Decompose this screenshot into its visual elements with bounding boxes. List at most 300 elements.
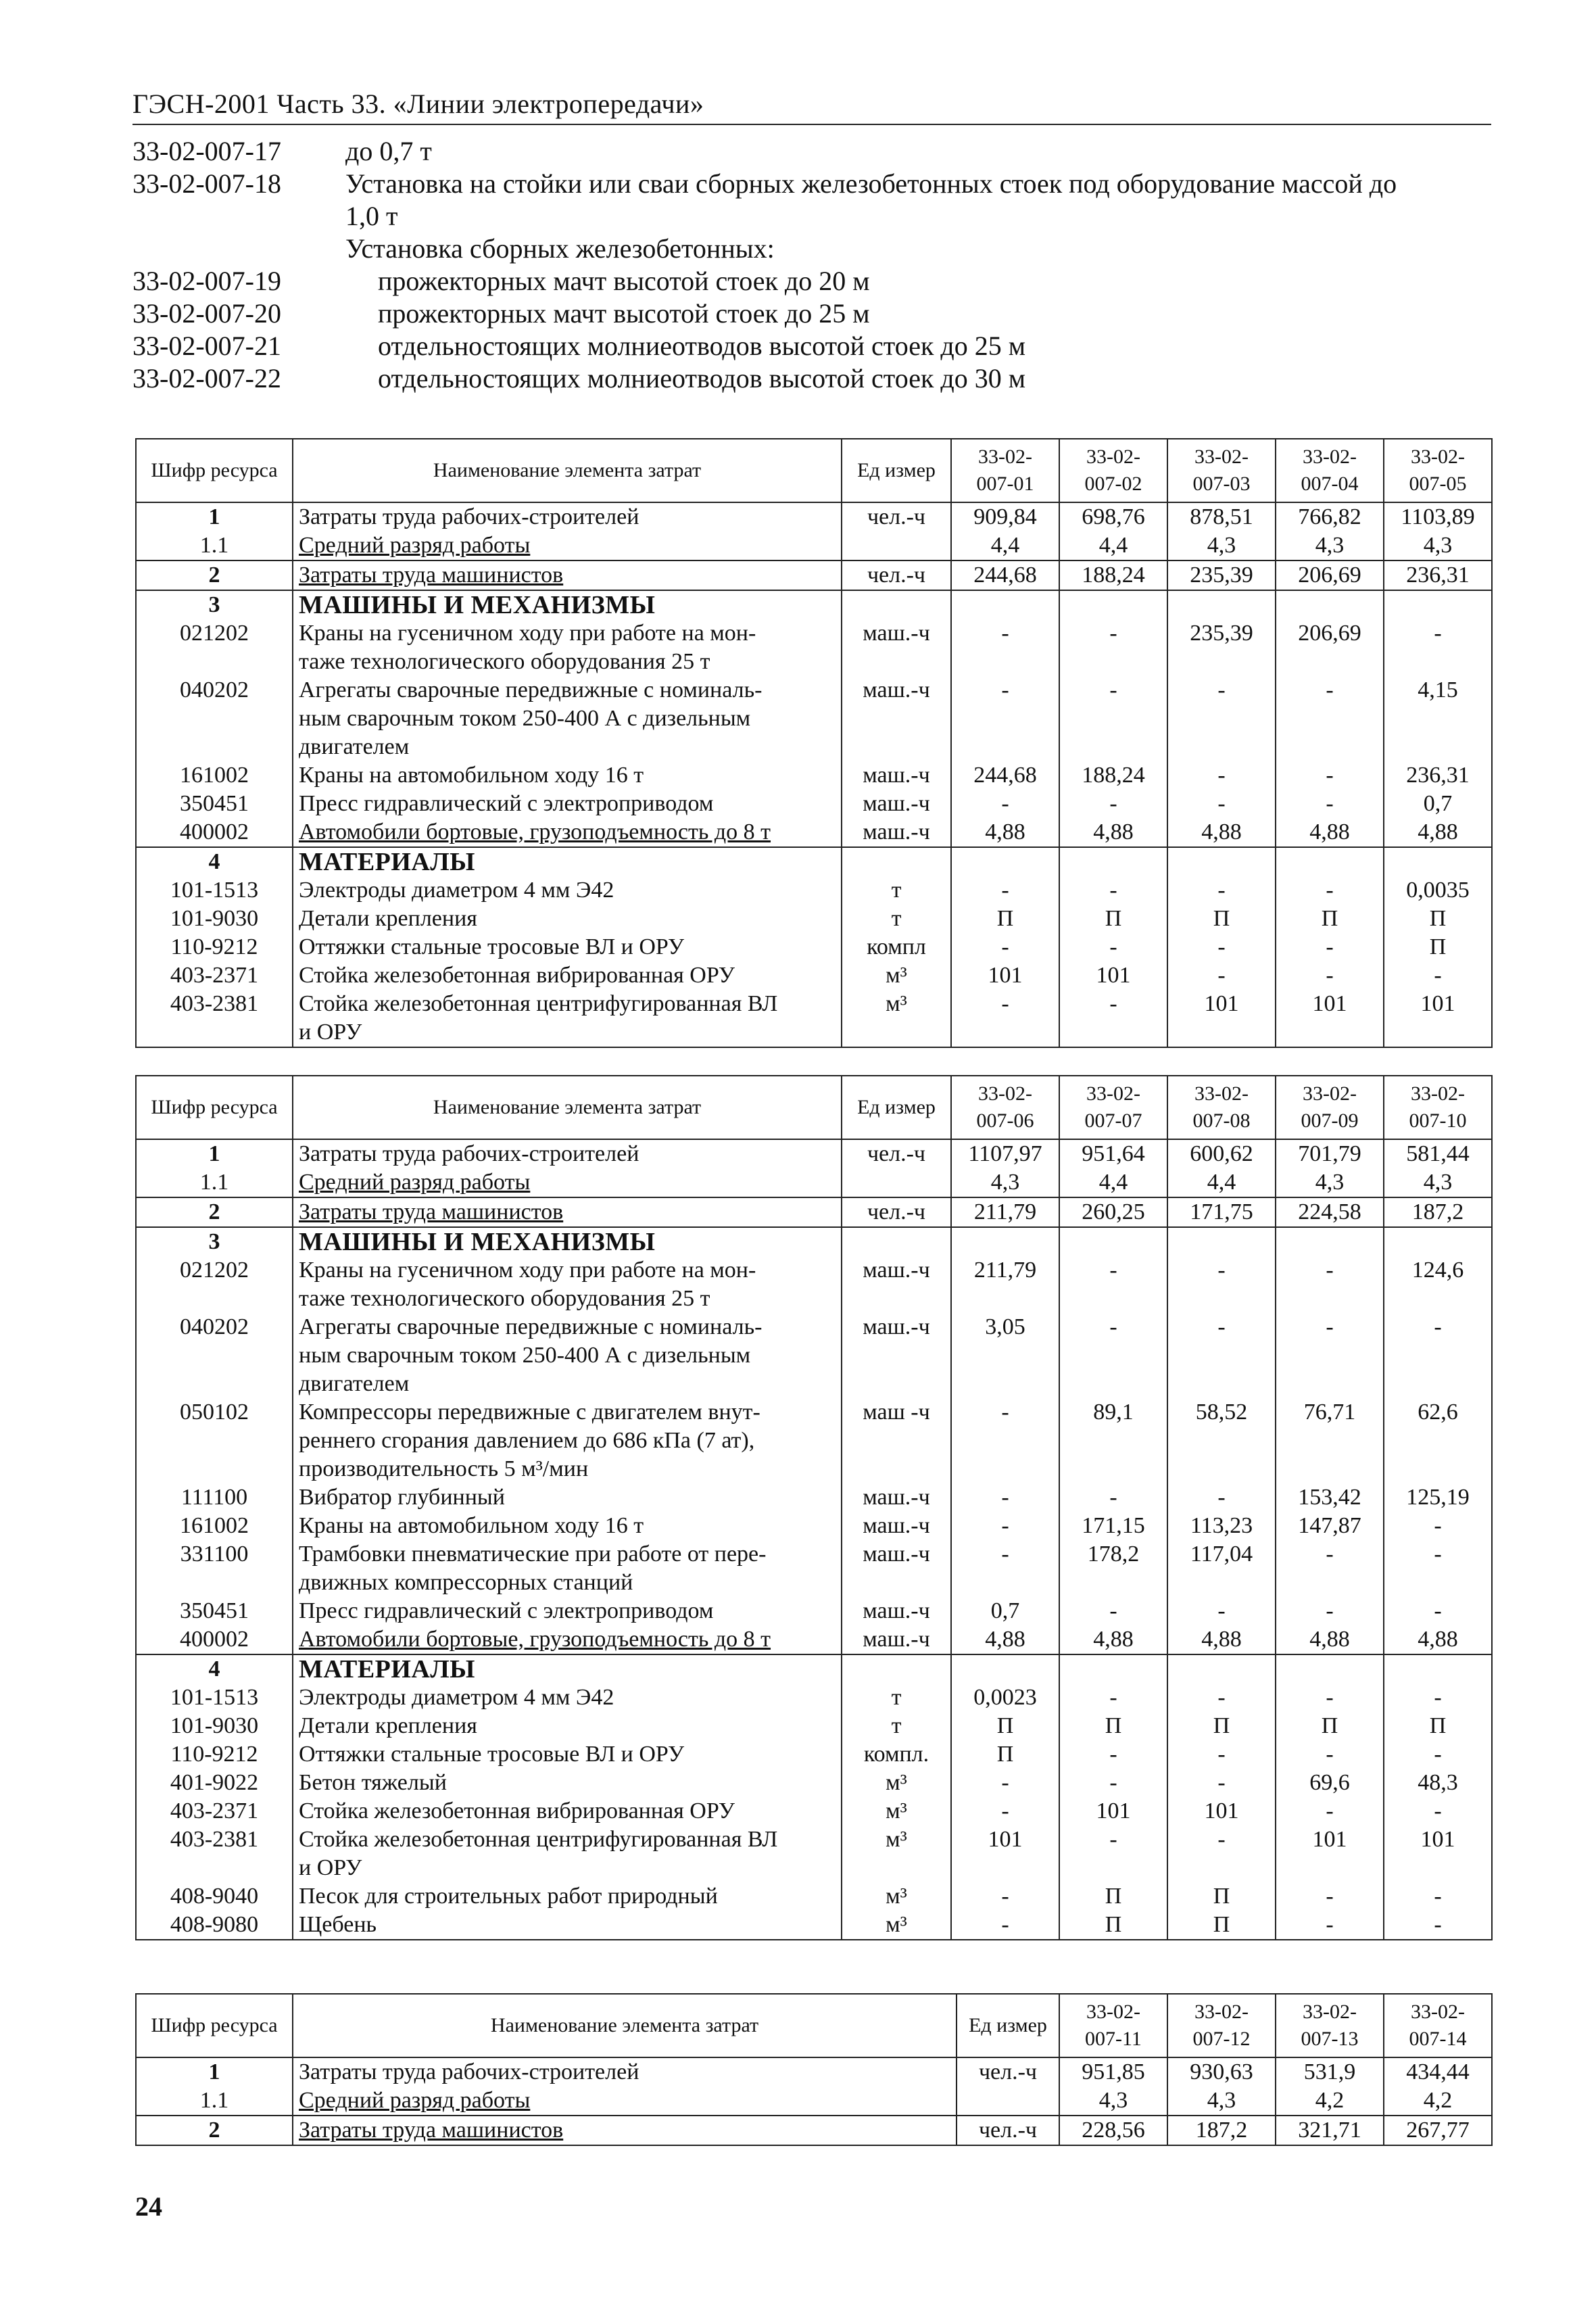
norm-value: - bbox=[1167, 1740, 1276, 1769]
resource-unit: т bbox=[842, 876, 951, 905]
norm-description bbox=[345, 362, 1491, 395]
resource-name-line: Средний разряд работы bbox=[299, 2088, 531, 2113]
resource-name-line: Детали крепления bbox=[299, 906, 477, 931]
section-row bbox=[136, 1654, 1492, 1684]
norm-value: - bbox=[951, 1882, 1059, 1911]
norm-value: 101 bbox=[1167, 990, 1276, 1047]
norm-value: - bbox=[951, 1398, 1059, 1483]
norm-value bbox=[1167, 1227, 1276, 1256]
header-name: Наименование элемента затрат bbox=[293, 1076, 842, 1139]
resource-name bbox=[293, 1168, 842, 1197]
header-norm-top: 33-02- bbox=[1411, 1082, 1465, 1105]
resource-code: 040202 bbox=[136, 676, 293, 761]
resource-code: 161002 bbox=[136, 761, 293, 790]
norm-value: 321,71 bbox=[1276, 2116, 1384, 2145]
resource-name bbox=[293, 502, 842, 531]
header-norm-top: 33-02- bbox=[1194, 446, 1249, 468]
header-norm-top: 33-02- bbox=[978, 446, 1032, 468]
resource-code: 040202 bbox=[136, 1313, 293, 1398]
resource-name-line: Пресс гидравлический с электроприводом bbox=[299, 791, 714, 816]
resource-name bbox=[293, 676, 842, 761]
table-row bbox=[136, 2116, 1492, 2145]
norm-value: 187,2 bbox=[1384, 1197, 1492, 1227]
resource-unit: м³ bbox=[842, 1769, 951, 1797]
header-norm-column bbox=[951, 439, 1059, 502]
norm-value: - bbox=[1276, 1797, 1384, 1825]
resource-name-line: Стойка железобетонная вибрированная ОРУ bbox=[299, 963, 735, 988]
norm-value: 951,64 bbox=[1059, 1139, 1167, 1168]
norm-value: 187,2 bbox=[1167, 2116, 1276, 2145]
resource-name-line: Средний разряд работы bbox=[299, 533, 531, 558]
resource-name-line: производительность 5 м³/мин bbox=[299, 1456, 589, 1481]
norm-value: - bbox=[1059, 1740, 1167, 1769]
resource-name-line: Затраты труда рабочих-строителей bbox=[299, 2059, 639, 2084]
header-name: Наименование элемента затрат bbox=[293, 439, 842, 502]
norm-value: 101 bbox=[951, 961, 1059, 990]
norm-value: - bbox=[1276, 790, 1384, 818]
header-norm-column bbox=[1384, 1076, 1492, 1139]
resource-unit: маш.-ч bbox=[842, 1313, 951, 1398]
resource-unit: м³ bbox=[842, 1911, 951, 1940]
header-norm-top: 33-02- bbox=[1303, 2001, 1357, 2023]
page-header-title: ГЭСН-2001 Часть 33. «Линии электропередачи» bbox=[132, 89, 704, 119]
resource-code: 101-1513 bbox=[136, 876, 293, 905]
resource-name bbox=[293, 2086, 957, 2116]
header-norm-column bbox=[951, 1076, 1059, 1139]
resource-name-line: Стойка железобетонная вибрированная ОРУ bbox=[299, 1798, 735, 1823]
resource-name bbox=[293, 1483, 842, 1512]
norm-value: 188,24 bbox=[1059, 560, 1167, 590]
norm-value: 4,88 bbox=[1384, 818, 1492, 847]
norm-value: - bbox=[1276, 1684, 1384, 1712]
table-row bbox=[136, 1911, 1492, 1940]
norm-value: 101 bbox=[1059, 961, 1167, 990]
table-header-row bbox=[136, 1994, 1492, 2057]
resource-name bbox=[293, 1398, 842, 1483]
norm-value: 434,44 bbox=[1384, 2057, 1492, 2086]
norm-value: 4,88 bbox=[1059, 1625, 1167, 1654]
header-norm-column bbox=[1167, 1994, 1276, 2057]
header-norm-column bbox=[1059, 439, 1167, 502]
table-row bbox=[136, 990, 1492, 1047]
norm-value: - bbox=[951, 1512, 1059, 1540]
norm-value: 4,88 bbox=[1276, 818, 1384, 847]
norm-value: П bbox=[1384, 933, 1492, 961]
resource-name bbox=[293, 1540, 842, 1597]
norm-value: - bbox=[1384, 1911, 1492, 1940]
table-row bbox=[136, 1512, 1492, 1540]
norm-value bbox=[951, 1227, 1059, 1256]
norm-value: 4,3 bbox=[1059, 2086, 1167, 2116]
norm-value: - bbox=[1276, 1313, 1384, 1398]
norm-value: - bbox=[951, 990, 1059, 1047]
resource-name bbox=[293, 1769, 842, 1797]
resource-name-line: движных компрессорных станций bbox=[299, 1570, 633, 1595]
norm-value: 701,79 bbox=[1276, 1139, 1384, 1168]
resource-name bbox=[293, 1197, 842, 1227]
resource-code: 111100 bbox=[136, 1483, 293, 1512]
header-rule bbox=[132, 124, 1491, 125]
norm-value: 58,52 bbox=[1167, 1398, 1276, 1483]
table-row bbox=[136, 1712, 1492, 1740]
header-norm-bottom: 007-11 bbox=[1085, 2028, 1142, 2050]
norm-value: 0,7 bbox=[1384, 790, 1492, 818]
resource-code: 403-2381 bbox=[136, 990, 293, 1047]
resource-name-line: таже технологического оборудования 25 т bbox=[299, 649, 710, 674]
resource-name bbox=[293, 933, 842, 961]
resource-code: 2 bbox=[136, 560, 293, 590]
norm-value: - bbox=[1059, 1597, 1167, 1625]
norm-value: 4,4 bbox=[1059, 531, 1167, 560]
norm-value: 0,0035 bbox=[1384, 876, 1492, 905]
norm-value: 951,85 bbox=[1059, 2057, 1167, 2086]
norm-value: 62,6 bbox=[1384, 1398, 1492, 1483]
norm-value bbox=[1384, 847, 1492, 876]
resource-name-line: Стойка железобетонная центрифугированная ВЛ bbox=[299, 1827, 778, 1852]
norm-value: 600,62 bbox=[1167, 1139, 1276, 1168]
description-line: Установка на стойки или сваи сборных железобетонных стоек под оборудование массой до bbox=[345, 168, 1397, 199]
norm-value: - bbox=[1167, 1684, 1276, 1712]
header-norm-top: 33-02- bbox=[978, 1082, 1032, 1105]
resource-name-line: Детали крепления bbox=[299, 1713, 477, 1738]
resource-name-line: Краны на автомобильном ходу 16 т bbox=[299, 763, 644, 788]
norm-value: - bbox=[1059, 1684, 1167, 1712]
norm-value: 4,2 bbox=[1384, 2086, 1492, 2116]
description-line: до 0,7 т bbox=[345, 136, 432, 166]
norm-value: - bbox=[1384, 1882, 1492, 1911]
resource-name bbox=[293, 2116, 957, 2145]
norm-value bbox=[1384, 1227, 1492, 1256]
resource-name bbox=[293, 1139, 842, 1168]
resource-name-line: и ОРУ bbox=[299, 1020, 362, 1045]
resource-unit bbox=[842, 1168, 951, 1197]
resource-name bbox=[293, 1313, 842, 1398]
norm-value: П bbox=[1059, 1712, 1167, 1740]
table-row bbox=[136, 1139, 1492, 1168]
table-row bbox=[136, 1197, 1492, 1227]
norm-value: - bbox=[1167, 676, 1276, 761]
header-norm-bottom: 007-08 bbox=[1192, 1109, 1251, 1132]
resource-code: 3 bbox=[136, 590, 293, 619]
norm-value: - bbox=[1276, 1882, 1384, 1911]
norm-value bbox=[1276, 590, 1384, 619]
resource-name-line: Затраты труда машинистов bbox=[299, 563, 564, 588]
norm-code bbox=[132, 233, 345, 265]
resource-name bbox=[293, 531, 842, 560]
norm-value bbox=[951, 1654, 1059, 1684]
norm-value bbox=[951, 590, 1059, 619]
norm-value: 267,77 bbox=[1384, 2116, 1492, 2145]
resource-table-1 bbox=[135, 438, 1493, 1048]
norm-value: - bbox=[1384, 961, 1492, 990]
header-norm-bottom: 007-13 bbox=[1301, 2028, 1359, 2050]
norm-description bbox=[345, 265, 1491, 297]
code-row bbox=[132, 362, 1491, 395]
resource-unit: маш.-ч bbox=[842, 676, 951, 761]
resource-unit: чел.-ч bbox=[842, 1197, 951, 1227]
resource-name bbox=[293, 1625, 842, 1654]
norm-value: - bbox=[951, 619, 1059, 676]
norm-value: 4,3 bbox=[1384, 531, 1492, 560]
norm-value: 101 bbox=[1059, 1797, 1167, 1825]
header-norm-top: 33-02- bbox=[1194, 2001, 1249, 2023]
norm-value: 766,82 bbox=[1276, 502, 1384, 531]
resource-name-line: МАШИНЫ И МЕХАНИЗМЫ bbox=[299, 1228, 656, 1256]
norm-value: - bbox=[1276, 933, 1384, 961]
norm-value: 124,6 bbox=[1384, 1256, 1492, 1313]
norm-value: - bbox=[951, 1797, 1059, 1825]
norm-value: - bbox=[1167, 1597, 1276, 1625]
description-line: Установка сборных железобетонных: bbox=[345, 233, 775, 264]
norm-value: - bbox=[1059, 933, 1167, 961]
norm-value: П bbox=[1059, 1882, 1167, 1911]
norm-value: - bbox=[951, 1769, 1059, 1797]
resource-unit: маш.-ч bbox=[842, 1625, 951, 1654]
norm-value bbox=[1059, 590, 1167, 619]
norm-value bbox=[1059, 847, 1167, 876]
table-row bbox=[136, 961, 1492, 990]
table-row bbox=[136, 502, 1492, 531]
resource-name bbox=[293, 1825, 842, 1882]
norm-value: - bbox=[1059, 676, 1167, 761]
resource-unit: т bbox=[842, 1684, 951, 1712]
norm-value: - bbox=[1384, 619, 1492, 676]
header-norm-bottom: 007-04 bbox=[1301, 473, 1359, 495]
resource-name-line: таже технологического оборудования 25 т bbox=[299, 1286, 710, 1311]
header-norm-bottom: 007-10 bbox=[1409, 1109, 1467, 1132]
resource-code: 1 bbox=[136, 2057, 293, 2086]
norm-value: - bbox=[1167, 933, 1276, 961]
header-unit: Ед измер bbox=[842, 1076, 951, 1139]
norm-value: - bbox=[1276, 961, 1384, 990]
resource-name bbox=[293, 560, 842, 590]
norm-description bbox=[345, 233, 1491, 265]
norm-value bbox=[951, 847, 1059, 876]
resource-name bbox=[293, 905, 842, 933]
resource-name-line: Средний разряд работы bbox=[299, 1170, 531, 1195]
resource-name-line: Автомобили бортовые, грузоподъемность до 8 т bbox=[299, 1627, 771, 1652]
description-line: прожекторных мачт высотой стоек до 25 м bbox=[378, 298, 870, 329]
resource-code: 161002 bbox=[136, 1512, 293, 1540]
norm-value: - bbox=[1059, 1256, 1167, 1313]
resource-name bbox=[293, 1654, 842, 1684]
resource-unit: компл bbox=[842, 933, 951, 961]
table-header-row bbox=[136, 1076, 1492, 1139]
resource-code: 1 bbox=[136, 1139, 293, 1168]
resource-name-line: Затраты труда рабочих-строителей bbox=[299, 504, 639, 529]
table-row bbox=[136, 1168, 1492, 1197]
norm-value: 0,7 bbox=[951, 1597, 1059, 1625]
norm-value: - bbox=[1059, 1313, 1167, 1398]
table-row bbox=[136, 1313, 1492, 1398]
code-row bbox=[132, 135, 1491, 168]
resource-name-line: Бетон тяжелый bbox=[299, 1770, 447, 1795]
resource-name bbox=[293, 619, 842, 676]
resource-code: 101-9030 bbox=[136, 905, 293, 933]
resource-code: 021202 bbox=[136, 1256, 293, 1313]
table-row bbox=[136, 1684, 1492, 1712]
resource-unit: м³ bbox=[842, 1825, 951, 1882]
resource-name-line: Оттяжки стальные тросовые ВЛ и ОРУ bbox=[299, 934, 685, 959]
norm-value: 236,31 bbox=[1384, 560, 1492, 590]
resource-code: 3 bbox=[136, 1227, 293, 1256]
header-norm-bottom: 007-02 bbox=[1084, 473, 1142, 495]
resource-name bbox=[293, 590, 842, 619]
resource-code: 1.1 bbox=[136, 2086, 293, 2116]
norm-value: П bbox=[1059, 1911, 1167, 1940]
resource-name-line: Автомобили бортовые, грузоподъемность до 8 т bbox=[299, 819, 771, 844]
norm-code: 33-02-007-17 bbox=[132, 136, 281, 166]
norm-value: - bbox=[1059, 1483, 1167, 1512]
table-row bbox=[136, 676, 1492, 761]
norm-value: 1107,97 bbox=[951, 1139, 1059, 1168]
norm-value: - bbox=[1059, 790, 1167, 818]
resource-name-line: Агрегаты сварочные передвижные с номиналь- bbox=[299, 677, 763, 702]
norm-value bbox=[1276, 847, 1384, 876]
header-norm-bottom: 007-06 bbox=[976, 1109, 1034, 1132]
norm-value bbox=[1167, 590, 1276, 619]
norm-value: - bbox=[951, 1911, 1059, 1940]
norm-value: П bbox=[1384, 1712, 1492, 1740]
norm-value: - bbox=[1384, 1684, 1492, 1712]
resource-unit: маш.-ч bbox=[842, 1512, 951, 1540]
norm-value: 4,88 bbox=[951, 1625, 1059, 1654]
header-norm-column bbox=[1059, 1994, 1167, 2057]
resource-unit: чел.-ч bbox=[842, 1139, 951, 1168]
norm-value: П bbox=[1167, 1712, 1276, 1740]
header-norm-top: 33-02- bbox=[1086, 446, 1140, 468]
resource-name-line: Краны на гусеничном ходу при работе на мон- bbox=[299, 1258, 756, 1283]
norm-value: - bbox=[1276, 1256, 1384, 1313]
header-norm-column bbox=[1167, 1076, 1276, 1139]
resource-unit: м³ bbox=[842, 1797, 951, 1825]
norm-code: 33-02-007-19 bbox=[132, 266, 281, 296]
resource-code: 110-9212 bbox=[136, 1740, 293, 1769]
resource-code: 110-9212 bbox=[136, 933, 293, 961]
norm-description bbox=[345, 168, 1491, 233]
section-row bbox=[136, 1227, 1492, 1256]
header-norm-top: 33-02- bbox=[1303, 446, 1357, 468]
norm-value: 101 bbox=[1276, 1825, 1384, 1882]
norm-value: - bbox=[1059, 1825, 1167, 1882]
resource-unit bbox=[957, 2086, 1059, 2116]
norm-value: П bbox=[1384, 905, 1492, 933]
header-norm-bottom: 007-01 bbox=[976, 473, 1034, 495]
norm-description bbox=[345, 330, 1491, 362]
norm-value: 698,76 bbox=[1059, 502, 1167, 531]
norm-code: 33-02-007-20 bbox=[132, 298, 281, 329]
resource-name-line: МАТЕРИАЛЫ bbox=[299, 848, 475, 876]
table-row bbox=[136, 1597, 1492, 1625]
header-norm-bottom: 007-03 bbox=[1192, 473, 1251, 495]
table-row bbox=[136, 1797, 1492, 1825]
norm-code: 33-02-007-18 bbox=[132, 168, 281, 199]
norm-value: - bbox=[1167, 1769, 1276, 1797]
resource-name-line: ным сварочным током 250-400 А с дизельным bbox=[299, 1343, 751, 1368]
header-norm-column bbox=[1276, 1994, 1384, 2057]
table-row bbox=[136, 1398, 1492, 1483]
resource-code: 400002 bbox=[136, 818, 293, 847]
table-row bbox=[136, 933, 1492, 961]
norm-value: - bbox=[1059, 619, 1167, 676]
resource-name bbox=[293, 790, 842, 818]
header-norm-bottom: 007-12 bbox=[1192, 2028, 1251, 2050]
resource-name-line: Электроды диаметром 4 мм Э42 bbox=[299, 1685, 614, 1710]
norm-value: 235,39 bbox=[1167, 560, 1276, 590]
norm-value: П bbox=[1059, 905, 1167, 933]
norm-value: - bbox=[1059, 990, 1167, 1047]
norm-value: 101 bbox=[1384, 990, 1492, 1047]
description-line: отдельностоящих молниеотводов высотой стоек до 25 м bbox=[378, 331, 1026, 361]
norm-value: - bbox=[1167, 961, 1276, 990]
description-line: 1,0 т bbox=[345, 201, 398, 231]
resource-name bbox=[293, 1740, 842, 1769]
table-row bbox=[136, 1483, 1492, 1512]
table-header-row bbox=[136, 439, 1492, 502]
norm-value: П bbox=[1167, 905, 1276, 933]
norm-value: 211,79 bbox=[951, 1197, 1059, 1227]
table-row bbox=[136, 1256, 1492, 1313]
resource-unit bbox=[842, 590, 951, 619]
resource-name-line: Трамбовки пневматические при работе от пере- bbox=[299, 1542, 767, 1567]
table-row bbox=[136, 2057, 1492, 2086]
resource-table-3 bbox=[135, 1993, 1493, 2146]
norm-value: 4,4 bbox=[1059, 1168, 1167, 1197]
table-row bbox=[136, 531, 1492, 560]
resource-name bbox=[293, 818, 842, 847]
resource-name-line: Агрегаты сварочные передвижные с номиналь- bbox=[299, 1314, 763, 1339]
resource-name-line: Оттяжки стальные тросовые ВЛ и ОРУ bbox=[299, 1742, 685, 1767]
header-norm-column bbox=[1276, 1076, 1384, 1139]
norm-value: П bbox=[1276, 905, 1384, 933]
norm-value: - bbox=[1167, 1313, 1276, 1398]
norm-value bbox=[1167, 847, 1276, 876]
norm-value: - bbox=[951, 676, 1059, 761]
header-norm-bottom: 007-14 bbox=[1409, 2028, 1467, 2050]
resource-code: 2 bbox=[136, 2116, 293, 2145]
resource-unit: маш.-ч bbox=[842, 818, 951, 847]
resource-name bbox=[293, 1712, 842, 1740]
norm-value: - bbox=[1384, 1597, 1492, 1625]
resource-name-line: Щебень bbox=[299, 1912, 377, 1937]
resource-unit: чел.-ч bbox=[842, 502, 951, 531]
norm-value: - bbox=[1276, 1740, 1384, 1769]
header-unit: Ед измер bbox=[957, 1994, 1059, 2057]
resource-name-line: Песок для строительных работ природный bbox=[299, 1884, 718, 1909]
resource-unit bbox=[842, 847, 951, 876]
norm-value: 206,69 bbox=[1276, 619, 1384, 676]
norm-value: - bbox=[1059, 876, 1167, 905]
norm-value bbox=[1276, 1227, 1384, 1256]
header-norm-column bbox=[1167, 439, 1276, 502]
resource-name bbox=[293, 1797, 842, 1825]
resource-name-line: Затраты труда машинистов bbox=[299, 2118, 564, 2143]
norm-value: 178,2 bbox=[1059, 1540, 1167, 1597]
norm-value: 531,9 bbox=[1276, 2057, 1384, 2086]
norm-value: 909,84 bbox=[951, 502, 1059, 531]
resource-name bbox=[293, 847, 842, 876]
norm-value: 101 bbox=[1276, 990, 1384, 1047]
norm-value bbox=[1059, 1654, 1167, 1684]
norm-value: - bbox=[1384, 1740, 1492, 1769]
resource-code: 1.1 bbox=[136, 531, 293, 560]
norm-value: 188,24 bbox=[1059, 761, 1167, 790]
norm-value: 4,88 bbox=[1276, 1625, 1384, 1654]
norm-value: - bbox=[1167, 790, 1276, 818]
norm-value: - bbox=[1384, 1540, 1492, 1597]
resource-code: 403-2371 bbox=[136, 961, 293, 990]
page-number: 24 bbox=[135, 2191, 162, 2222]
